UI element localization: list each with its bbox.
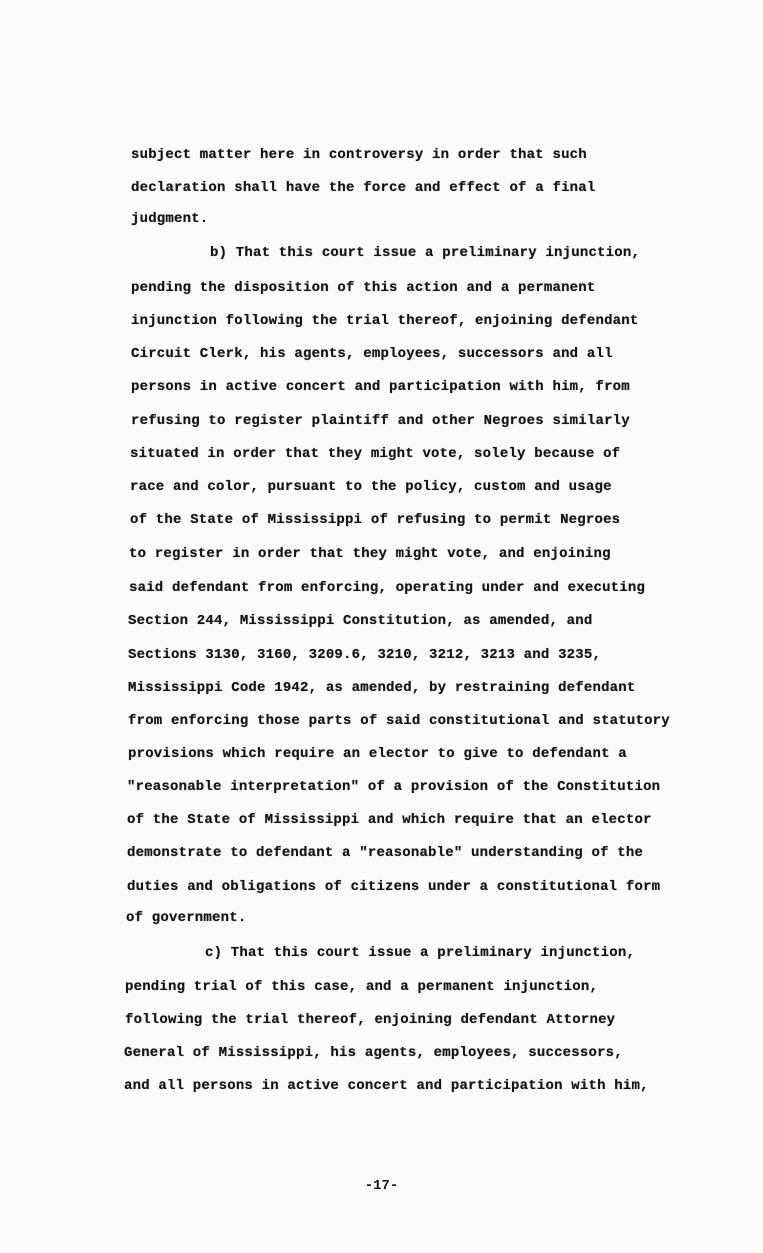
text-line: pending the disposition of this action and a permanent (131, 280, 596, 296)
text-line: provisions which require an elector to give to defendant a (128, 746, 627, 762)
text-line: race and color, pursuant to the policy, custom and usage (130, 479, 612, 495)
text-line: duties and obligations of citizens under a constitutional form (127, 879, 661, 895)
text-line: said defendant from enforcing, operating under and executing (129, 580, 646, 596)
text-line: declaration shall have the force and effect of a final (131, 180, 596, 196)
text-line: injunction following the trial thereof, enjoining defendant (131, 313, 639, 329)
text-line: General of Mississippi, his agents, employees, successors, (124, 1045, 623, 1061)
text-line: to register in order that they might vote, and enjoining (129, 546, 611, 562)
text-line: Sections 3130, 3160, 3209.6, 3210, 3212, 3213 and 3235, (128, 647, 602, 663)
text-line: demonstrate to defendant a "reasonable" understanding of the (127, 845, 644, 861)
text-line: and all persons in active concert and participation with him, (124, 1078, 649, 1094)
text-line: of government. (126, 910, 247, 926)
text-line: from enforcing those parts of said constitutional and statutory (128, 713, 670, 729)
text-line: refusing to register plaintiff and other Negroes similarly (131, 413, 630, 429)
text-line: Circuit Clerk, his agents, employees, successors and all (131, 346, 613, 362)
text-line: of the State of Mississippi and which require that an elector (127, 812, 652, 828)
text-line: situated in order that they might vote, solely because of (130, 446, 621, 462)
text-line: of the State of Mississippi of refusing to permit Negroes (130, 512, 621, 528)
text-line: pending trial of this case, and a permanent injunction, (125, 979, 599, 995)
text-line: following the trial thereof, enjoining defendant Attorney (125, 1012, 616, 1028)
text-line: Section 244, Mississippi Constitution, as amended, and (128, 613, 593, 629)
text-line: c) That this court issue a preliminary injunction, (205, 945, 636, 961)
text-line: subject matter here in controversy in order that such (131, 147, 587, 163)
text-line: Mississippi Code 1942, as amended, by restraining defendant (128, 680, 636, 696)
text-line: persons in active concert and participation with him, from (131, 379, 630, 395)
page-number: -17- (364, 1178, 399, 1194)
text-line: "reasonable interpretation" of a provision of the Constitution (127, 779, 661, 795)
text-line: b) That this court issue a preliminary injunction, (210, 245, 641, 261)
text-line: judgment. (131, 211, 209, 227)
